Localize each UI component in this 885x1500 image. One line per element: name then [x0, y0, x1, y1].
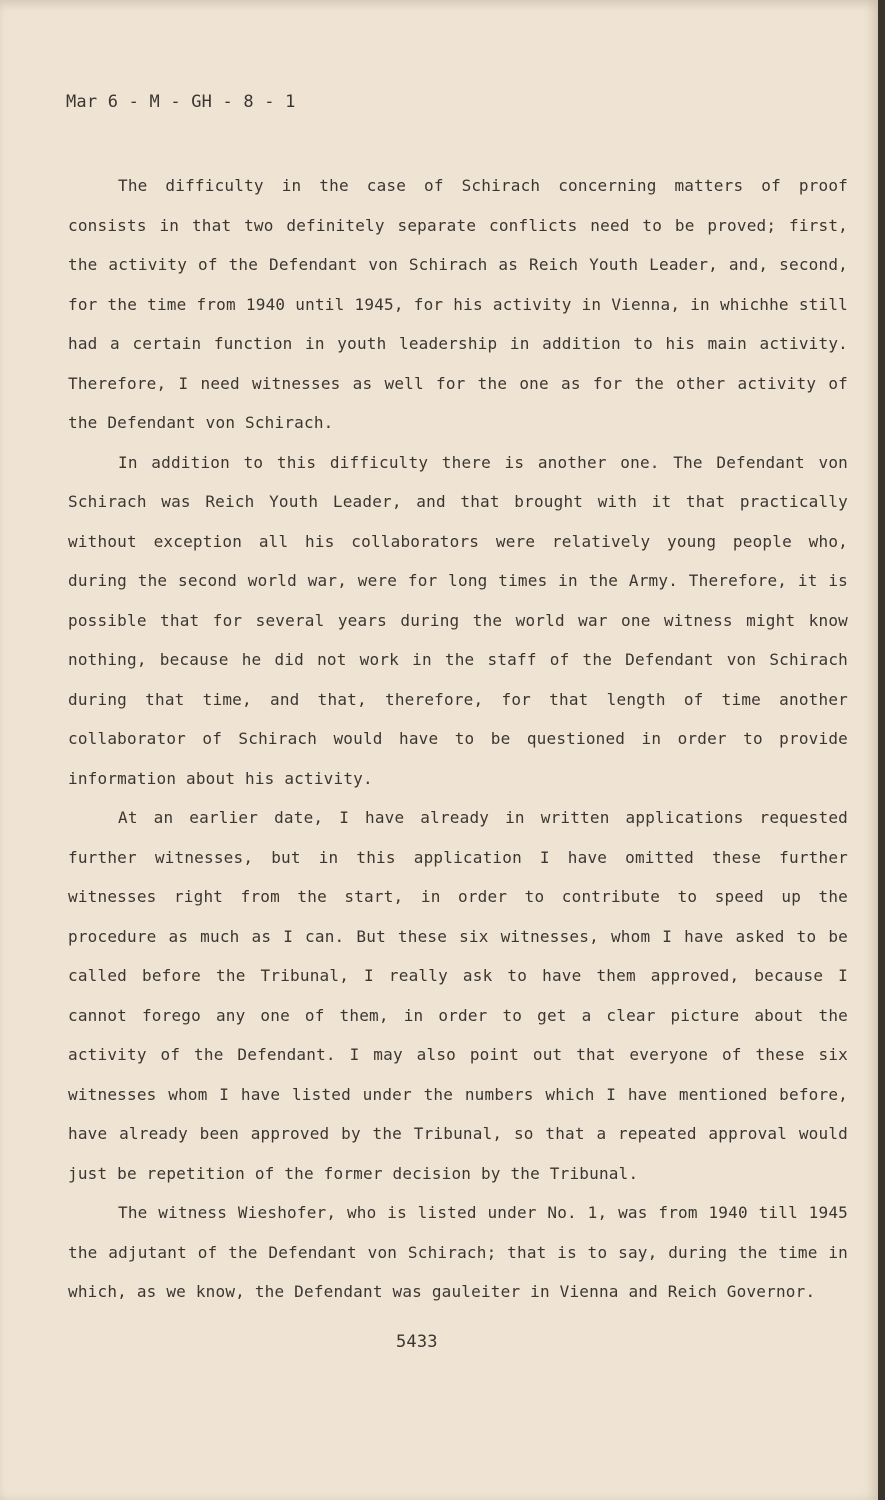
paragraph-1: The difficulty in the case of Schirach concerning matters of proof consists in that two definitely separate conflicts need to be proved; first, the activity of the Defendant von Schirach as Reich Youth Leader, and, second, for the time from 1940 until 1945, for his activity in Vienna, in whichhe still had a certain function in youth leadership in addition to his main activity. Therefore, I need witnesses as well for the one as for the other activity of the Defendant von Schirach.	[68, 176, 848, 432]
document-body	[68, 166, 848, 1312]
page-number: 5433	[396, 1332, 438, 1352]
page-reference: Mar 6 - M - GH - 8 - 1	[66, 92, 296, 112]
paragraph-2: In addition to this difficulty there is another one. The Defendant von Schirach was Reich Youth Leader, and that brought with it that practically without exception all his collaborators were relatively young people who, during the second world war, were for long times in the Army. Therefore, it is possible that for several years during the world war one witness might know nothing, because he did not work in the staff of the Defendant von Schirach during that time, and that, therefore, for that length of time another collaborator of Schirach would have to be questioned in order to provide information about his activity.	[68, 452, 848, 788]
paragraph-4: The witness Wieshofer, who is listed under No. 1, was from 1940 till 1945 the adjutant of the Defendant von Schirach; that is to say, during the time in which, as we know, the Defendant was gauleiter in Vienna and Reich Governor.	[68, 1203, 848, 1301]
paragraph-3: At an earlier date, I have already in written applications requested further witnesses, but in this application I have omitted these further witnesses right from the start, in order to contribute to speed up the procedure as much as I can. But these six witnesses, whom I have asked to be called before the Tribunal, I really ask to have them approved, because I cannot forego any one of them, in order to get a clear picture about the activity of the Defendant. I may also point out that everyone of these six witnesses whom I have listed under the numbers which I have mentioned before, have already been approved by the Tribunal, so that a repeated approval would just be repetition of the former decision by the Tribunal.	[68, 808, 848, 1183]
scan-edge	[878, 0, 885, 1500]
